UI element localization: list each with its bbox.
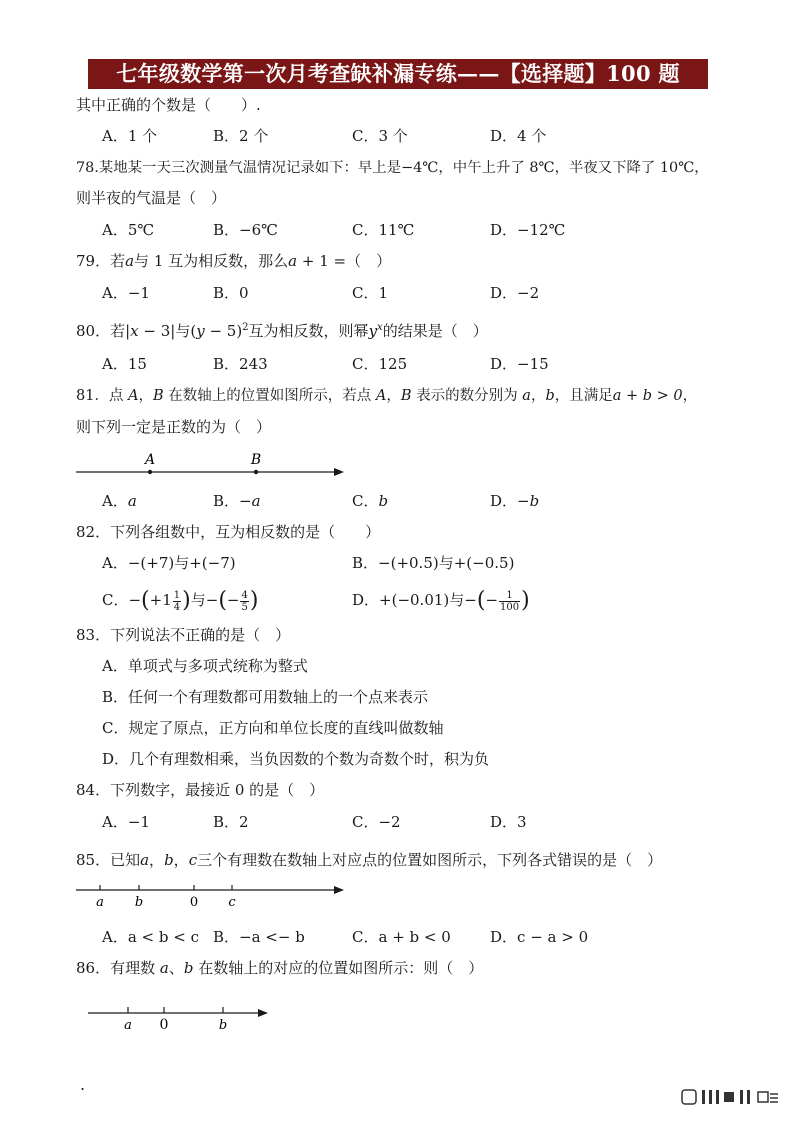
q81-label-b: B: [250, 452, 262, 468]
q85-number-line: [74, 882, 354, 912]
q77-option-a: A．1 个: [102, 127, 158, 145]
page-title: 七年级数学第一次月考查缺补漏专练——【选择题】100 题: [88, 59, 708, 89]
q81-stem-line2: 则下列一定是正数的为（ ）: [76, 418, 272, 436]
q81-option-d: D．−b: [490, 492, 540, 510]
q86-label-zero: 0: [159, 1017, 169, 1033]
q85-label-c: c: [228, 895, 236, 910]
q86-label-a: a: [124, 1018, 132, 1033]
q80-option-d: D．−15: [490, 355, 549, 373]
q84-option-b: B．2: [213, 813, 249, 831]
q79-option-d: D．−2: [490, 284, 540, 302]
q83-option-d: D．几个有理数相乘，当负因数的个数为奇数个时，积为负: [102, 750, 490, 768]
q85-option-c: C．a + b < 0: [352, 928, 451, 946]
q79-option-c: C．1: [352, 284, 389, 302]
q83-option-a: A．单项式与多项式统称为整式: [102, 657, 308, 675]
q86-label-b: b: [218, 1018, 228, 1033]
q85-option-a: A．a < b < c: [102, 928, 199, 946]
q80-option-a: A．15: [102, 355, 147, 373]
q84-option-c: C．−2: [352, 813, 401, 831]
q83-option-b: B．任何一个有理数都可用数轴上的一个点来表示: [102, 688, 429, 706]
q84-option-d: D．3: [490, 813, 527, 831]
q85-label-zero: 0: [189, 895, 199, 910]
arrow-icon: [334, 468, 344, 476]
q86-stem: 86．有理数 a、b 在数轴上的对应的位置如图所示：则（ ）: [76, 959, 484, 977]
q82-stem: 82．下列各组数中，互为相反数的是（ ）: [76, 523, 381, 541]
q82-option-a: A．−(+7)与+(−7): [102, 554, 236, 572]
footer-dot: .: [80, 1075, 86, 1094]
arrow-icon: [258, 1009, 268, 1017]
q83-option-c: C．规定了原点，正方向和单位长度的直线叫做数轴: [102, 719, 444, 737]
q85-label-a: a: [96, 895, 104, 910]
q84-option-a: A．−1: [102, 813, 150, 831]
q81-number-line: [74, 450, 349, 482]
q79-option-a: A．−1: [102, 284, 150, 302]
q79-option-b: B．0: [213, 284, 249, 302]
q84-stem: 84．下列数字，最接近 0 的是（ ）: [76, 781, 325, 799]
q83-stem: 83．下列说法不正确的是（ ）: [76, 626, 291, 644]
q78-stem-line2: 则半夜的气温是（ ）: [76, 189, 227, 207]
q77-option-b: B．2 个: [213, 127, 269, 145]
q81-stem-line1: 81．点 A，B 在数轴上的位置如图所示，若点 A，B 表示的数分别为 a，b，且满足a + b > 0，: [76, 388, 698, 404]
q78-option-b: B．−6℃: [213, 221, 278, 239]
q78-option-c: C．11℃: [352, 221, 415, 239]
arrow-icon: [334, 886, 344, 894]
q85-label-b: b: [134, 895, 144, 910]
q77-option-c: C．3 个: [352, 127, 408, 145]
q85-stem: 85．已知a，b，c三个有理数在数轴上对应点的位置如图所示，下列各式错误的是（ ）: [76, 851, 663, 869]
q82-option-b: B．−(+0.5)与+(−0.5): [352, 554, 515, 572]
q85-option-b: B．−a <− b: [213, 928, 305, 946]
q80-stem: 80．若|x − 3|与$(y - 5)^2$互为相反数，则幂$y^x$的结果是（ ）: [76, 322, 488, 340]
q81-option-a: A．a: [102, 492, 137, 510]
q81-option-b: B．−a: [213, 492, 261, 510]
q82-option-d: D．+(−0.01)与−(− $\frac{1}{100}$ ): [352, 588, 530, 613]
q86-number-line: [86, 1004, 276, 1036]
q78-option-a: A．5℃: [102, 221, 155, 239]
q81-point-a: [148, 470, 152, 474]
watermark-logo: [680, 1088, 780, 1106]
q85-option-d: D．c − a > 0: [490, 928, 589, 946]
q79-stem: 79．若a与 1 互为相反数，那么a + 1 =（ ）: [76, 252, 392, 270]
q77-option-d: D．4 个: [490, 127, 547, 145]
q82-option-c: C．−(+1 $\frac{1}{4}$ )与−(− $\frac{4}{5}$ ): [102, 588, 259, 613]
q81-option-c: C．b: [352, 492, 389, 510]
q81-point-b: [254, 470, 258, 474]
q78-stem-line1: 78.某地某一天三次测量气温情况记录如下：早上是−4℃，中午上升了 8℃，半夜又下降了 10℃，: [76, 160, 709, 176]
q80-option-c: C．125: [352, 355, 408, 373]
q81-label-a: A: [144, 452, 156, 468]
q80-option-b: B．243: [213, 355, 268, 373]
q78-option-d: D．−12℃: [490, 221, 566, 239]
q77-stem-tail: 其中正确的个数是（ ）.: [76, 96, 261, 114]
